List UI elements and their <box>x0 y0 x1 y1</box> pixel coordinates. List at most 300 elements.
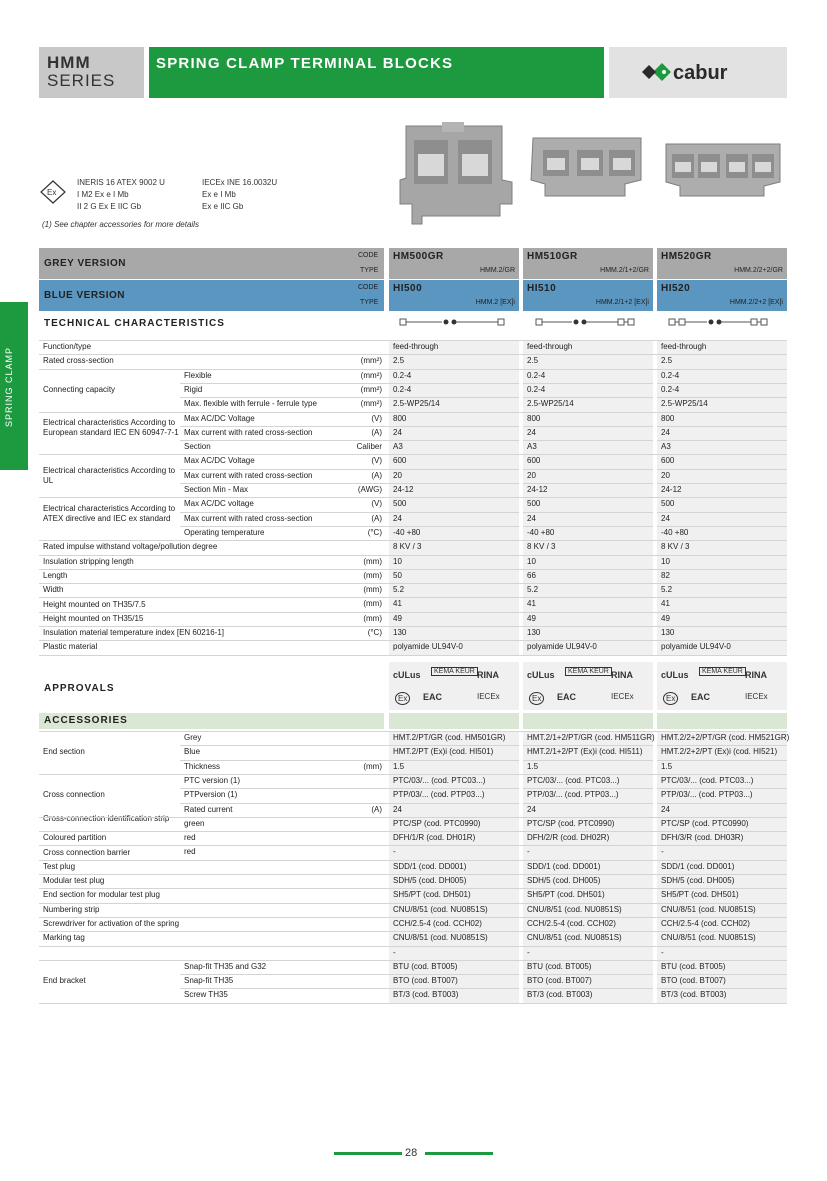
cell-separator <box>389 803 519 804</box>
row-group-label: Marking tag <box>43 933 85 943</box>
value-cell: -40 +80 <box>527 527 555 537</box>
row-sub-label: Max AC/DC Voltage <box>184 413 255 423</box>
value-cell: 24-12 <box>527 485 548 494</box>
row-group-label: End section for modular test plug <box>43 890 160 900</box>
value-cell: 0.2-4 <box>393 370 412 380</box>
ex-mark-icon: Ex <box>529 692 544 705</box>
sub-row-separator <box>180 440 389 441</box>
row-sub-label: Max current with rated cross-section <box>184 470 313 480</box>
cell-separator <box>523 860 653 861</box>
cell-separator <box>523 569 653 570</box>
value-cell: 2.5-WP25/14 <box>661 399 708 409</box>
value-cell: BT/3 (cod. BT003) <box>527 990 593 1000</box>
rina-mark-icon: RINA <box>477 670 499 680</box>
grey-product-code: HM520GR <box>661 251 712 262</box>
cell-separator <box>523 369 653 370</box>
value-cell: HMT.2/1+2/PT (Ex)i (cod. HI511) <box>527 747 643 757</box>
value-cell: 1.5 <box>527 761 539 771</box>
cell-separator <box>389 845 519 846</box>
row-group-label: Width <box>43 585 64 595</box>
row-unit: (mm) <box>363 570 382 580</box>
cert-right-3: Ex e IIC Gb <box>202 202 244 211</box>
value-cell: 8 KV / 3 <box>393 542 422 552</box>
cell-separator <box>389 874 519 875</box>
value-cell: 66 <box>527 570 536 580</box>
cell-separator <box>657 860 787 861</box>
value-cell: CNU/8/51 (cod. NU0851S) <box>661 933 756 943</box>
kema-mark-icon: KEMA KEUR <box>699 667 746 676</box>
cell-separator <box>523 626 653 627</box>
cell-separator <box>523 526 653 527</box>
ex-mark-icon: Ex <box>395 692 410 705</box>
grey-product-type: HMM.2/1+2/GR <box>600 267 649 274</box>
cell-separator <box>523 555 653 556</box>
cell-separator <box>523 440 653 441</box>
value-cell: 5.2 <box>393 585 405 595</box>
cell-separator <box>523 988 653 989</box>
cell-separator <box>523 760 653 761</box>
grey-product-code: HM500GR <box>393 251 444 262</box>
row-group-label: Cross connection barrier <box>43 847 131 857</box>
value-cell: PTC/03/... (cod. PTC03...) <box>527 775 620 785</box>
value-cell: 800 <box>661 413 675 423</box>
value-cell: 5.2 <box>661 585 673 595</box>
value-cell: 2.5 <box>527 356 539 366</box>
blue-product-type: HMM.2/1+2 [EX]i <box>595 299 649 306</box>
value-cell: 800 <box>527 413 541 423</box>
sub-row-separator <box>180 526 389 527</box>
cert-right-1: IECEx INE 16.0032U <box>202 178 278 187</box>
cell-separator <box>657 845 787 846</box>
cell-separator <box>657 354 787 355</box>
code-label-blue: CODE <box>358 284 379 291</box>
row-unit: (V) <box>371 456 382 466</box>
sub-row-separator <box>180 731 389 732</box>
value-cell: CNU/8/51 (cod. NU0851S) <box>527 904 622 914</box>
value-cell: SH5/PT (cod. DH501) <box>661 890 739 900</box>
row-unit: (AWG) <box>357 485 382 494</box>
sub-row-separator <box>180 397 389 398</box>
value-cell: 130 <box>393 628 407 637</box>
value-cell: BTO (cod. BT007) <box>527 976 592 986</box>
cell-separator <box>389 626 519 627</box>
code-label-grey: CODE <box>358 252 379 259</box>
logo-text: cabur <box>673 62 728 84</box>
value-cell: PTP/03/... (cod. PTP03...) <box>661 790 753 800</box>
sub-row-separator <box>180 974 389 975</box>
value-cell: PTC/SP (cod. PTC0990) <box>527 818 615 828</box>
row-group-label: Cross-connection identification strip <box>43 813 170 823</box>
row-sub-label: Section Min - Max <box>184 485 249 494</box>
table-bottom-line <box>39 655 787 656</box>
value-cell: HMT.2/PT (Ex)i (cod. HI501) <box>393 747 494 757</box>
cell-separator <box>389 817 519 818</box>
value-cell: 0.2-4 <box>661 384 680 394</box>
cell-separator <box>657 988 787 989</box>
value-cell: 600 <box>527 456 541 466</box>
cell-separator <box>657 583 787 584</box>
row-unit: (mm²) <box>360 356 382 366</box>
schematic-icon-hm510 <box>532 317 642 327</box>
cell-separator <box>523 540 653 541</box>
cell-separator <box>523 917 653 918</box>
cell-separator <box>389 383 519 384</box>
cell-separator <box>657 512 787 513</box>
cell-separator <box>523 383 653 384</box>
cell-separator <box>657 412 787 413</box>
row-unit: (°C) <box>367 628 382 637</box>
value-cell: 24-12 <box>661 485 682 494</box>
row-group-label: End section <box>43 747 85 757</box>
title-banner <box>149 47 604 98</box>
iecex-mark-icon: IECEx <box>611 692 634 701</box>
value-cell: 10 <box>527 556 536 566</box>
value-cell: PTC/SP (cod. PTC0990) <box>661 818 749 828</box>
cell-separator <box>523 483 653 484</box>
row-unit: (mm²) <box>360 384 382 394</box>
page-number: 28 <box>405 1147 418 1159</box>
cell-separator <box>523 874 653 875</box>
value-cell: feed-through <box>527 342 573 351</box>
sub-row-separator <box>180 369 389 370</box>
schematic-icon-hm500 <box>398 317 508 327</box>
row-unit: (A) <box>371 427 382 437</box>
value-cell: 41 <box>393 599 402 609</box>
value-cell: SDD/1 (cod. DD001) <box>527 861 601 871</box>
cell-separator <box>523 946 653 947</box>
row-unit: (V) <box>371 413 382 423</box>
cell-separator <box>657 597 787 598</box>
value-cell: HMT.2/2+2/PT (Ex)i (cod. HI521) <box>661 747 778 757</box>
cell-separator <box>657 369 787 370</box>
row-sub-label: Rigid <box>184 384 203 394</box>
row-sub-label: Grey <box>184 733 202 742</box>
cell-separator <box>523 931 653 932</box>
row-sub-label: Section <box>184 442 211 452</box>
cell-separator <box>657 788 787 789</box>
cell-separator <box>389 931 519 932</box>
value-cell: 20 <box>527 470 536 480</box>
value-cell: 24 <box>661 427 670 437</box>
cell-separator <box>657 803 787 804</box>
row-unit: Caliber <box>356 442 382 452</box>
cell-separator <box>389 760 519 761</box>
row-sub-label: red <box>184 833 196 843</box>
cell-separator <box>389 369 519 370</box>
value-cell: 8 KV / 3 <box>661 542 690 552</box>
cell-separator <box>523 845 653 846</box>
cell-separator <box>523 774 653 775</box>
cell-separator <box>389 569 519 570</box>
cell-separator <box>389 960 519 961</box>
value-cell: 24 <box>661 513 670 523</box>
value-cell: BTU (cod. BT005) <box>527 961 592 971</box>
value-cell: 24-12 <box>393 485 414 494</box>
value-cell: 24 <box>527 804 536 814</box>
cell-separator <box>657 760 787 761</box>
value-cell: 600 <box>661 456 675 466</box>
sub-row-separator <box>180 845 389 846</box>
row-group-label: Electrical characteristics According to ATEX directive and IEC ex standard <box>43 503 176 523</box>
cell-separator <box>657 931 787 932</box>
series-box <box>39 47 144 98</box>
value-cell: 500 <box>527 499 541 509</box>
value-cell: 49 <box>393 613 402 623</box>
value-cell: HMT.2/1+2/PT/GR (cod. HM511GR) <box>527 733 655 742</box>
value-cell: CCH/2.5-4 (cod. CCH02) <box>527 918 616 928</box>
value-cell: CNU/8/51 (cod. NU0851S) <box>393 904 488 914</box>
cell-separator <box>657 454 787 455</box>
cell-separator <box>523 960 653 961</box>
blue-product-code: HI500 <box>393 283 423 294</box>
value-cell: PTP/03/... (cod. PTP03...) <box>393 790 485 800</box>
value-cell: 130 <box>527 628 541 637</box>
row-sub-label: Thickness <box>184 761 221 771</box>
sub-row-separator <box>180 817 389 818</box>
row-group-label: Height mounted on TH35/15 <box>43 613 144 623</box>
product-image-hm510 <box>525 128 649 208</box>
value-cell: - <box>527 947 530 957</box>
cell-separator <box>389 340 519 341</box>
type-label-grey: TYPE <box>360 267 379 274</box>
row-sub-label: Blue <box>184 747 201 757</box>
sub-row-separator <box>180 760 389 761</box>
side-tab-label: SPRING CLAMP <box>4 346 14 427</box>
value-cell: 0.2-4 <box>527 384 546 394</box>
row-group-label: Numbering strip <box>43 904 100 914</box>
value-cell: 2.5-WP25/14 <box>393 399 440 409</box>
eac-mark-icon: EAC <box>691 692 711 702</box>
sub-row-separator <box>180 960 389 961</box>
sub-row-separator <box>180 831 389 832</box>
row-group-label: Coloured partition <box>43 833 107 843</box>
kema-mark-icon: KEMA KEUR <box>431 667 478 676</box>
page-title: SPRING CLAMP TERMINAL BLOCKS <box>156 55 454 72</box>
row-sub-label: Flexible <box>184 370 212 380</box>
value-cell: CCH/2.5-4 (cod. CCH02) <box>661 918 750 928</box>
cell-separator <box>657 774 787 775</box>
cell-separator <box>523 426 653 427</box>
value-cell: 20 <box>661 470 670 480</box>
cell-separator <box>657 540 787 541</box>
cell-separator <box>523 454 653 455</box>
svg-text:Ex: Ex <box>47 188 57 197</box>
value-cell: HMT.2/2+2/PT/GR (cod. HM521GR) <box>661 733 790 742</box>
cell-separator <box>657 917 787 918</box>
cell-separator <box>389 946 519 947</box>
brand-logo <box>609 47 787 98</box>
ul-mark-icon: cULus <box>527 670 555 680</box>
cell-separator <box>389 917 519 918</box>
row-group-label: Insulation material temperature index [EN 60216-1] <box>43 628 224 638</box>
cell-separator <box>523 788 653 789</box>
value-cell: PTC/03/... (cod. PTC03...) <box>661 775 754 785</box>
eac-mark-icon: EAC <box>557 692 577 702</box>
cell-separator <box>523 583 653 584</box>
cell-separator <box>657 974 787 975</box>
blue-product-code: HI520 <box>661 283 691 294</box>
side-tab <box>0 302 28 470</box>
product-image-hm500 <box>392 120 520 230</box>
sub-row-separator <box>180 412 389 413</box>
row-group-label: Rated impulse withstand voltage/pollution degree <box>43 542 218 552</box>
value-cell: - <box>527 847 530 857</box>
accessories-title: ACCESSORIES <box>44 715 128 726</box>
cell-separator <box>523 412 653 413</box>
value-cell: feed-through <box>393 342 439 351</box>
cabur-logo-icon <box>609 47 787 98</box>
cell-separator <box>523 340 653 341</box>
value-cell: HMT.2/PT/GR (cod. HM501GR) <box>393 733 506 742</box>
cell-separator <box>389 440 519 441</box>
value-cell: 24 <box>661 804 670 814</box>
cell-separator <box>523 903 653 904</box>
cell-separator <box>389 774 519 775</box>
row-unit: (mm) <box>363 599 382 609</box>
rina-mark-icon: RINA <box>611 670 633 680</box>
cell-separator <box>657 960 787 961</box>
sub-row-separator <box>180 497 389 498</box>
row-sub-label: Max current with rated cross-section <box>184 513 313 523</box>
value-cell: SDH/5 (cod. DH005) <box>661 876 735 885</box>
cell-separator <box>523 803 653 804</box>
cell-separator <box>389 583 519 584</box>
row-unit: (°C) <box>367 527 382 537</box>
value-cell: 10 <box>661 556 670 566</box>
sub-row-separator <box>180 788 389 789</box>
value-cell: polyamide UL94V-0 <box>527 642 597 652</box>
value-cell: - <box>393 947 396 957</box>
value-cell: 500 <box>661 499 675 509</box>
row-group-label: Electrical characteristics According to European standard IEC EN 60947-7-1 <box>43 417 179 437</box>
cell-separator <box>523 469 653 470</box>
atex-ex-icon <box>40 180 66 204</box>
value-cell: - <box>393 847 396 857</box>
ul-mark-icon: cULus <box>393 670 421 680</box>
cell-separator <box>389 454 519 455</box>
value-cell: 24 <box>393 427 402 437</box>
row-group-label: Function/type <box>43 342 92 352</box>
cell-separator <box>523 817 653 818</box>
accessories-bar-col2 <box>523 713 653 729</box>
sub-row-separator <box>180 803 389 804</box>
value-cell: 20 <box>393 470 402 480</box>
cell-separator <box>657 817 787 818</box>
cell-separator <box>389 745 519 746</box>
value-cell: 49 <box>527 613 536 623</box>
row-unit: (mm) <box>363 556 382 566</box>
value-cell: 0.2-4 <box>661 370 680 380</box>
value-cell: - <box>661 847 664 857</box>
accessories-bar-col1 <box>389 713 519 729</box>
value-cell: SH5/PT (cod. DH501) <box>527 890 605 900</box>
cell-separator <box>523 397 653 398</box>
cell-separator <box>523 888 653 889</box>
ex-mark-icon: Ex <box>663 692 678 705</box>
cell-separator <box>657 483 787 484</box>
cell-separator <box>389 640 519 641</box>
value-cell: 2.5 <box>393 356 405 366</box>
row-sub-label: Max. flexible with ferrule - ferrule type <box>184 399 317 409</box>
cell-separator <box>389 831 519 832</box>
cell-separator <box>389 597 519 598</box>
iecex-mark-icon: IECEx <box>745 692 768 701</box>
value-cell: DFH/2/R (cod. DH02R) <box>527 833 610 843</box>
blue-product-type: HMM.2 [EX]i <box>475 299 515 306</box>
cell-separator <box>657 745 787 746</box>
cell-separator <box>389 988 519 989</box>
cell-separator <box>657 426 787 427</box>
sub-row-separator <box>180 512 389 513</box>
cert-left-1: INERIS 16 ATEX 9002 U <box>77 178 165 187</box>
cell-separator <box>389 526 519 527</box>
value-cell: 10 <box>393 556 402 566</box>
row-sub-label: PTPversion (1) <box>184 790 238 800</box>
sub-row-separator <box>180 426 389 427</box>
series-name: HMM <box>47 53 91 72</box>
row-sub-label: Rated current <box>184 804 233 814</box>
cell-separator <box>657 903 787 904</box>
value-cell: 1.5 <box>393 761 405 771</box>
cell-separator <box>657 831 787 832</box>
cell-separator <box>657 340 787 341</box>
value-cell: 82 <box>661 570 670 580</box>
value-cell: SDD/1 (cod. DD001) <box>393 861 467 871</box>
sub-row-separator <box>180 988 389 989</box>
cell-separator <box>389 888 519 889</box>
value-cell: 0.2-4 <box>393 384 412 394</box>
value-cell: 24 <box>393 513 402 523</box>
value-cell: 600 <box>393 456 407 466</box>
cell-separator <box>523 745 653 746</box>
value-cell: DFH/1/R (cod. DH01R) <box>393 833 476 843</box>
row-group-label: Height mounted on TH35/7.5 <box>43 599 146 609</box>
cell-separator <box>523 640 653 641</box>
value-cell: -40 +80 <box>661 527 689 537</box>
cell-separator <box>657 497 787 498</box>
value-cell: 2.5 <box>661 356 673 366</box>
value-cell: A3 <box>527 442 537 452</box>
value-cell: 800 <box>393 413 407 423</box>
cell-separator <box>657 874 787 875</box>
value-cell: BTU (cod. BT005) <box>661 961 726 971</box>
value-cell: CNU/8/51 (cod. NU0851S) <box>661 904 756 914</box>
row-unit: (A) <box>371 513 382 523</box>
cell-separator <box>389 483 519 484</box>
sub-row-separator <box>180 454 389 455</box>
footer-line-right <box>425 1152 493 1155</box>
value-cell: 5.2 <box>527 585 539 595</box>
cell-separator <box>389 497 519 498</box>
cell-separator <box>389 731 519 732</box>
cell-separator <box>657 640 787 641</box>
type-label-blue: TYPE <box>360 299 379 306</box>
kema-mark-icon: KEMA KEUR <box>565 667 612 676</box>
sub-row-separator <box>180 483 389 484</box>
value-cell: 24 <box>527 427 536 437</box>
cell-separator <box>523 512 653 513</box>
value-cell: PTP/03/... (cod. PTP03...) <box>527 790 619 800</box>
cell-separator <box>657 612 787 613</box>
row-sub-label: Snap-fit TH35 <box>184 976 234 986</box>
cell-separator <box>389 612 519 613</box>
row-sub-label: PTC version (1) <box>184 775 241 785</box>
cert-right-2: Ex e I Mb <box>202 190 236 199</box>
value-cell: A3 <box>393 442 403 452</box>
footer-line-left <box>334 1152 402 1155</box>
cell-separator <box>389 903 519 904</box>
grey-product-code: HM510GR <box>527 251 578 262</box>
